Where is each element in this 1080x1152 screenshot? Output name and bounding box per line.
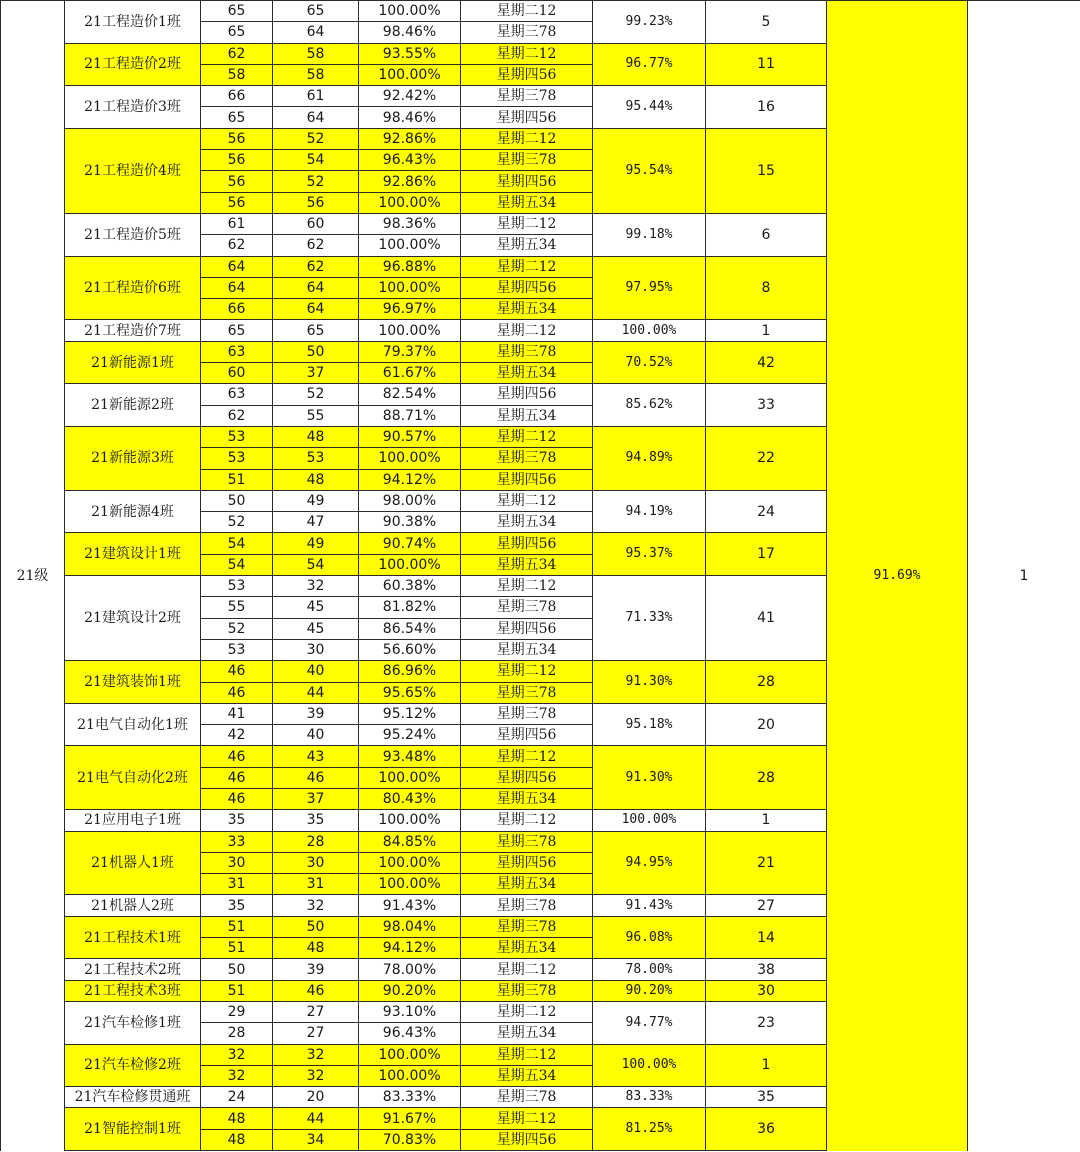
session-cell[interactable]: 星期四56: [461, 1129, 593, 1150]
enrolled-count-cell[interactable]: 53: [201, 576, 273, 597]
enrolled-count-cell[interactable]: 66: [201, 86, 273, 107]
class-name-cell[interactable]: 21工程造价5班: [65, 213, 201, 256]
session-cell[interactable]: 星期二12: [461, 1108, 593, 1129]
session-cell[interactable]: 星期二12: [461, 320, 593, 341]
class-name-cell[interactable]: 21工程造价6班: [65, 256, 201, 320]
attended-count-cell[interactable]: 32: [273, 576, 359, 597]
attendance-rate-cell[interactable]: 90.57%: [359, 426, 461, 447]
class-name-cell[interactable]: 21工程技术1班: [65, 916, 201, 959]
class-rank-cell[interactable]: 1: [706, 1044, 827, 1087]
class-name-cell[interactable]: 21工程造价1班: [65, 1, 201, 44]
enrolled-count-cell[interactable]: 56: [201, 128, 273, 149]
attendance-rate-cell[interactable]: 92.42%: [359, 86, 461, 107]
enrolled-count-cell[interactable]: 32: [201, 1065, 273, 1086]
attended-count-cell[interactable]: 27: [273, 1023, 359, 1044]
class-rank-cell[interactable]: 28: [706, 661, 827, 704]
enrolled-count-cell[interactable]: 65: [201, 107, 273, 128]
attended-count-cell[interactable]: 64: [273, 299, 359, 320]
class-rank-cell[interactable]: 22: [706, 426, 827, 490]
attended-count-cell[interactable]: 32: [273, 1065, 359, 1086]
enrolled-count-cell[interactable]: 53: [201, 426, 273, 447]
attended-count-cell[interactable]: 64: [273, 22, 359, 43]
session-cell[interactable]: 星期二12: [461, 128, 593, 149]
enrolled-count-cell[interactable]: 55: [201, 597, 273, 618]
attendance-rate-cell[interactable]: 98.04%: [359, 916, 461, 937]
enrolled-count-cell[interactable]: 46: [201, 682, 273, 703]
class-rate-cell[interactable]: 95.44%: [593, 86, 706, 129]
session-cell[interactable]: 星期四56: [461, 767, 593, 788]
attendance-rate-cell[interactable]: 100.00%: [359, 810, 461, 831]
session-cell[interactable]: 星期四56: [461, 469, 593, 490]
attended-count-cell[interactable]: 31: [273, 874, 359, 895]
attendance-rate-cell[interactable]: 93.10%: [359, 1001, 461, 1022]
attended-count-cell[interactable]: 46: [273, 767, 359, 788]
class-rate-cell[interactable]: 100.00%: [593, 810, 706, 831]
attendance-rate-cell[interactable]: 91.43%: [359, 895, 461, 916]
class-rank-cell[interactable]: 16: [706, 86, 827, 129]
class-rate-cell[interactable]: 95.18%: [593, 703, 706, 746]
class-rank-cell[interactable]: 1: [706, 810, 827, 831]
class-rank-cell[interactable]: 15: [706, 128, 827, 213]
attended-count-cell[interactable]: 45: [273, 618, 359, 639]
attended-count-cell[interactable]: 50: [273, 341, 359, 362]
class-rank-cell[interactable]: 36: [706, 1108, 827, 1151]
class-name-cell[interactable]: 21工程造价4班: [65, 128, 201, 213]
class-rate-cell[interactable]: 100.00%: [593, 320, 706, 341]
class-rate-cell[interactable]: 71.33%: [593, 576, 706, 661]
class-rate-cell[interactable]: 94.77%: [593, 1001, 706, 1044]
class-rank-cell[interactable]: 35: [706, 1087, 827, 1108]
class-rank-cell[interactable]: 21: [706, 831, 827, 895]
enrolled-count-cell[interactable]: 56: [201, 171, 273, 192]
enrolled-count-cell[interactable]: 56: [201, 192, 273, 213]
enrolled-count-cell[interactable]: 42: [201, 725, 273, 746]
session-cell[interactable]: 星期四56: [461, 852, 593, 873]
class-name-cell[interactable]: 21汽车检修贯通班: [65, 1087, 201, 1108]
attendance-rate-cell[interactable]: 98.00%: [359, 490, 461, 511]
enrolled-count-cell[interactable]: 53: [201, 639, 273, 660]
class-rank-cell[interactable]: 28: [706, 746, 827, 810]
session-cell[interactable]: 星期三78: [461, 682, 593, 703]
enrolled-count-cell[interactable]: 52: [201, 618, 273, 639]
attendance-rate-cell[interactable]: 100.00%: [359, 320, 461, 341]
session-cell[interactable]: 星期三78: [461, 916, 593, 937]
attended-count-cell[interactable]: 32: [273, 895, 359, 916]
session-cell[interactable]: 星期四56: [461, 618, 593, 639]
class-rank-cell[interactable]: 41: [706, 576, 827, 661]
attendance-rate-cell[interactable]: 88.71%: [359, 405, 461, 426]
attended-count-cell[interactable]: 52: [273, 171, 359, 192]
attended-count-cell[interactable]: 45: [273, 597, 359, 618]
enrolled-count-cell[interactable]: 56: [201, 150, 273, 171]
enrolled-count-cell[interactable]: 52: [201, 512, 273, 533]
attended-count-cell[interactable]: 54: [273, 150, 359, 171]
session-cell[interactable]: 星期四56: [461, 533, 593, 554]
class-name-cell[interactable]: 21建筑设计2班: [65, 576, 201, 661]
attended-count-cell[interactable]: 48: [273, 938, 359, 959]
enrolled-count-cell[interactable]: 48: [201, 1129, 273, 1150]
attended-count-cell[interactable]: 55: [273, 405, 359, 426]
enrolled-count-cell[interactable]: 33: [201, 831, 273, 852]
attendance-rate-cell[interactable]: 56.60%: [359, 639, 461, 660]
attendance-rate-cell[interactable]: 94.12%: [359, 938, 461, 959]
class-name-cell[interactable]: 21汽车检修2班: [65, 1044, 201, 1087]
class-rank-cell[interactable]: 38: [706, 959, 827, 980]
attended-count-cell[interactable]: 48: [273, 469, 359, 490]
session-cell[interactable]: 星期五34: [461, 363, 593, 384]
class-name-cell[interactable]: 21新能源3班: [65, 426, 201, 490]
enrolled-count-cell[interactable]: 60: [201, 363, 273, 384]
class-name-cell[interactable]: 21电气自动化1班: [65, 703, 201, 746]
class-rate-cell[interactable]: 94.89%: [593, 426, 706, 490]
class-name-cell[interactable]: 21新能源1班: [65, 341, 201, 384]
class-name-cell[interactable]: 21工程造价2班: [65, 43, 201, 86]
session-cell[interactable]: 星期二12: [461, 1, 593, 22]
session-cell[interactable]: 星期二12: [461, 256, 593, 277]
attendance-rate-cell[interactable]: 96.43%: [359, 1023, 461, 1044]
attendance-rate-cell[interactable]: 100.00%: [359, 64, 461, 85]
attendance-rate-cell[interactable]: 86.54%: [359, 618, 461, 639]
enrolled-count-cell[interactable]: 30: [201, 852, 273, 873]
session-cell[interactable]: 星期三78: [461, 831, 593, 852]
class-name-cell[interactable]: 21工程造价3班: [65, 86, 201, 129]
class-name-cell[interactable]: 21智能控制1班: [65, 1108, 201, 1151]
session-cell[interactable]: 星期二12: [461, 661, 593, 682]
attended-count-cell[interactable]: 52: [273, 128, 359, 149]
session-cell[interactable]: 星期三78: [461, 703, 593, 724]
session-cell[interactable]: 星期四56: [461, 64, 593, 85]
session-cell[interactable]: 星期五34: [461, 299, 593, 320]
class-rate-cell[interactable]: 99.23%: [593, 1, 706, 44]
enrolled-count-cell[interactable]: 32: [201, 1044, 273, 1065]
attendance-rate-cell[interactable]: 90.38%: [359, 512, 461, 533]
enrolled-count-cell[interactable]: 50: [201, 959, 273, 980]
class-rank-cell[interactable]: 33: [706, 384, 827, 427]
class-name-cell[interactable]: 21电气自动化2班: [65, 746, 201, 810]
attended-count-cell[interactable]: 37: [273, 363, 359, 384]
attendance-rate-cell[interactable]: 83.33%: [359, 1087, 461, 1108]
session-cell[interactable]: 星期二12: [461, 746, 593, 767]
enrolled-count-cell[interactable]: 51: [201, 469, 273, 490]
class-rank-cell[interactable]: 5: [706, 1, 827, 44]
class-rate-cell[interactable]: 97.95%: [593, 256, 706, 320]
attendance-rate-cell[interactable]: 84.85%: [359, 831, 461, 852]
attendance-rate-cell[interactable]: 100.00%: [359, 235, 461, 256]
attendance-rate-cell[interactable]: 100.00%: [359, 554, 461, 575]
session-cell[interactable]: 星期五34: [461, 1065, 593, 1086]
session-cell[interactable]: 星期四56: [461, 384, 593, 405]
attendance-rate-cell[interactable]: 92.86%: [359, 171, 461, 192]
class-rate-cell[interactable]: 90.20%: [593, 980, 706, 1001]
attendance-rate-cell[interactable]: 95.24%: [359, 725, 461, 746]
class-name-cell[interactable]: 21机器人2班: [65, 895, 201, 916]
grade-overall-rate-cell[interactable]: 91.69%: [827, 1, 968, 1151]
attended-count-cell[interactable]: 39: [273, 703, 359, 724]
attended-count-cell[interactable]: 49: [273, 533, 359, 554]
session-cell[interactable]: 星期三78: [461, 341, 593, 362]
attended-count-cell[interactable]: 30: [273, 852, 359, 873]
attendance-rate-cell[interactable]: 79.37%: [359, 341, 461, 362]
session-cell[interactable]: 星期二12: [461, 576, 593, 597]
attendance-rate-cell[interactable]: 93.48%: [359, 746, 461, 767]
session-cell[interactable]: 星期二12: [461, 959, 593, 980]
attended-count-cell[interactable]: 28: [273, 831, 359, 852]
attendance-rate-cell[interactable]: 90.20%: [359, 980, 461, 1001]
enrolled-count-cell[interactable]: 65: [201, 22, 273, 43]
enrolled-count-cell[interactable]: 58: [201, 64, 273, 85]
attendance-rate-cell[interactable]: 95.12%: [359, 703, 461, 724]
attended-count-cell[interactable]: 56: [273, 192, 359, 213]
enrolled-count-cell[interactable]: 53: [201, 448, 273, 469]
session-cell[interactable]: 星期三78: [461, 22, 593, 43]
class-rate-cell[interactable]: 91.43%: [593, 895, 706, 916]
enrolled-count-cell[interactable]: 63: [201, 384, 273, 405]
enrolled-count-cell[interactable]: 62: [201, 43, 273, 64]
enrolled-count-cell[interactable]: 54: [201, 554, 273, 575]
class-rate-cell[interactable]: 94.19%: [593, 490, 706, 533]
enrolled-count-cell[interactable]: 51: [201, 916, 273, 937]
enrolled-count-cell[interactable]: 24: [201, 1087, 273, 1108]
attendance-rate-cell[interactable]: 61.67%: [359, 363, 461, 384]
attended-count-cell[interactable]: 30: [273, 639, 359, 660]
grade-overall-rank-cell[interactable]: 1: [968, 1, 1080, 1151]
session-cell[interactable]: 星期五34: [461, 639, 593, 660]
class-rank-cell[interactable]: 6: [706, 213, 827, 256]
enrolled-count-cell[interactable]: 31: [201, 874, 273, 895]
class-rank-cell[interactable]: 20: [706, 703, 827, 746]
class-rate-cell[interactable]: 70.52%: [593, 341, 706, 384]
class-rank-cell[interactable]: 11: [706, 43, 827, 86]
enrolled-count-cell[interactable]: 48: [201, 1108, 273, 1129]
session-cell[interactable]: 星期四56: [461, 725, 593, 746]
session-cell[interactable]: 星期五34: [461, 554, 593, 575]
attendance-rate-cell[interactable]: 96.43%: [359, 150, 461, 171]
attended-count-cell[interactable]: 49: [273, 490, 359, 511]
class-name-cell[interactable]: 21工程技术3班: [65, 980, 201, 1001]
enrolled-count-cell[interactable]: 46: [201, 746, 273, 767]
attendance-rate-cell[interactable]: 90.74%: [359, 533, 461, 554]
attendance-table-body: [1, 1, 1080, 1151]
attendance-rate-cell[interactable]: 100.00%: [359, 277, 461, 298]
class-rate-cell[interactable]: 81.25%: [593, 1108, 706, 1151]
table-row: [1, 1, 1080, 22]
attendance-rate-cell[interactable]: 100.00%: [359, 1065, 461, 1086]
attendance-rate-cell[interactable]: 70.83%: [359, 1129, 461, 1150]
attended-count-cell[interactable]: 20: [273, 1087, 359, 1108]
enrolled-count-cell[interactable]: 35: [201, 810, 273, 831]
session-cell[interactable]: 星期五34: [461, 874, 593, 895]
session-cell[interactable]: 星期五34: [461, 788, 593, 809]
class-name-cell[interactable]: 21建筑装饰1班: [65, 661, 201, 704]
enrolled-count-cell[interactable]: 46: [201, 661, 273, 682]
session-cell[interactable]: 星期五34: [461, 405, 593, 426]
attendance-rate-cell[interactable]: 93.55%: [359, 43, 461, 64]
class-rank-cell[interactable]: 17: [706, 533, 827, 576]
attendance-rate-cell[interactable]: 81.82%: [359, 597, 461, 618]
attendance-rate-cell[interactable]: 60.38%: [359, 576, 461, 597]
class-rate-cell[interactable]: 83.33%: [593, 1087, 706, 1108]
session-cell[interactable]: 星期三78: [461, 597, 593, 618]
attendance-rate-cell[interactable]: 86.96%: [359, 661, 461, 682]
enrolled-count-cell[interactable]: 35: [201, 895, 273, 916]
session-cell[interactable]: 星期五34: [461, 512, 593, 533]
class-name-cell[interactable]: 21工程技术2班: [65, 959, 201, 980]
enrolled-count-cell[interactable]: 28: [201, 1023, 273, 1044]
attendance-rate-cell[interactable]: 98.46%: [359, 22, 461, 43]
attended-count-cell[interactable]: 34: [273, 1129, 359, 1150]
class-rate-cell[interactable]: 96.08%: [593, 916, 706, 959]
class-rank-cell[interactable]: 1: [706, 320, 827, 341]
session-cell[interactable]: 星期三78: [461, 448, 593, 469]
enrolled-count-cell[interactable]: 65: [201, 320, 273, 341]
session-cell[interactable]: 星期五34: [461, 235, 593, 256]
attended-count-cell[interactable]: 64: [273, 107, 359, 128]
attended-count-cell[interactable]: 37: [273, 788, 359, 809]
class-name-cell[interactable]: 21新能源2班: [65, 384, 201, 427]
enrolled-count-cell[interactable]: 65: [201, 1, 273, 22]
class-rate-cell[interactable]: 94.95%: [593, 831, 706, 895]
class-rank-cell[interactable]: 23: [706, 1001, 827, 1044]
attended-count-cell[interactable]: 46: [273, 980, 359, 1001]
attended-count-cell[interactable]: 60: [273, 213, 359, 234]
attendance-rate-cell[interactable]: 100.00%: [359, 852, 461, 873]
attended-count-cell[interactable]: 52: [273, 384, 359, 405]
session-cell[interactable]: 星期三78: [461, 980, 593, 1001]
class-rate-cell[interactable]: 100.00%: [593, 1044, 706, 1087]
class-rate-cell[interactable]: 91.30%: [593, 661, 706, 704]
attended-count-cell[interactable]: 58: [273, 64, 359, 85]
session-cell[interactable]: 星期五34: [461, 938, 593, 959]
session-cell[interactable]: 星期二12: [461, 43, 593, 64]
enrolled-count-cell[interactable]: 64: [201, 256, 273, 277]
attendance-rate-cell[interactable]: 95.65%: [359, 682, 461, 703]
enrolled-count-cell[interactable]: 62: [201, 405, 273, 426]
class-rank-cell[interactable]: 8: [706, 256, 827, 320]
attendance-rate-cell[interactable]: 98.36%: [359, 213, 461, 234]
session-cell[interactable]: 星期三78: [461, 1087, 593, 1108]
enrolled-count-cell[interactable]: 66: [201, 299, 273, 320]
attended-count-cell[interactable]: 35: [273, 810, 359, 831]
session-cell[interactable]: 星期三78: [461, 86, 593, 107]
class-rank-cell[interactable]: 42: [706, 341, 827, 384]
session-cell[interactable]: 星期二12: [461, 810, 593, 831]
enrolled-count-cell[interactable]: 46: [201, 767, 273, 788]
class-rate-cell[interactable]: 95.54%: [593, 128, 706, 213]
class-rate-cell[interactable]: 96.77%: [593, 43, 706, 86]
enrolled-count-cell[interactable]: 62: [201, 235, 273, 256]
attendance-rate-cell[interactable]: 100.00%: [359, 448, 461, 469]
class-rate-cell[interactable]: 99.18%: [593, 213, 706, 256]
attended-count-cell[interactable]: 65: [273, 320, 359, 341]
attended-count-cell[interactable]: 61: [273, 86, 359, 107]
session-cell[interactable]: 星期二12: [461, 426, 593, 447]
enrolled-count-cell[interactable]: 46: [201, 788, 273, 809]
session-cell[interactable]: 星期二12: [461, 1001, 593, 1022]
class-rank-cell[interactable]: 30: [706, 980, 827, 1001]
attendance-rate-cell[interactable]: 92.86%: [359, 128, 461, 149]
attended-count-cell[interactable]: 48: [273, 426, 359, 447]
attended-count-cell[interactable]: 62: [273, 256, 359, 277]
session-cell[interactable]: 星期四56: [461, 277, 593, 298]
attended-count-cell[interactable]: 40: [273, 725, 359, 746]
attended-count-cell[interactable]: 53: [273, 448, 359, 469]
attendance-rate-cell[interactable]: 94.12%: [359, 469, 461, 490]
grade-cell[interactable]: 21级: [1, 1, 65, 1151]
attendance-rate-cell[interactable]: 96.97%: [359, 299, 461, 320]
class-rate-cell[interactable]: 78.00%: [593, 959, 706, 980]
attendance-rate-cell[interactable]: 78.00%: [359, 959, 461, 980]
attendance-rate-cell[interactable]: 91.67%: [359, 1108, 461, 1129]
attended-count-cell[interactable]: 47: [273, 512, 359, 533]
attendance-rate-cell[interactable]: 96.88%: [359, 256, 461, 277]
enrolled-count-cell[interactable]: 29: [201, 1001, 273, 1022]
session-cell[interactable]: 星期四56: [461, 107, 593, 128]
class-name-cell[interactable]: 21新能源4班: [65, 490, 201, 533]
class-name-cell[interactable]: 21机器人1班: [65, 831, 201, 895]
attended-count-cell[interactable]: 27: [273, 1001, 359, 1022]
class-name-cell[interactable]: 21应用电子1班: [65, 810, 201, 831]
class-rate-cell[interactable]: 91.30%: [593, 746, 706, 810]
session-cell[interactable]: 星期三78: [461, 150, 593, 171]
class-name-cell[interactable]: 21建筑设计1班: [65, 533, 201, 576]
attendance-rate-cell[interactable]: 80.43%: [359, 788, 461, 809]
attended-count-cell[interactable]: 62: [273, 235, 359, 256]
attended-count-cell[interactable]: 44: [273, 1108, 359, 1129]
enrolled-count-cell[interactable]: 63: [201, 341, 273, 362]
enrolled-count-cell[interactable]: 54: [201, 533, 273, 554]
class-rate-cell[interactable]: 85.62%: [593, 384, 706, 427]
class-rank-cell[interactable]: 27: [706, 895, 827, 916]
attended-count-cell[interactable]: 39: [273, 959, 359, 980]
attendance-rate-cell[interactable]: 82.54%: [359, 384, 461, 405]
enrolled-count-cell[interactable]: 64: [201, 277, 273, 298]
class-rank-cell[interactable]: 14: [706, 916, 827, 959]
attended-count-cell[interactable]: 43: [273, 746, 359, 767]
attendance-rate-cell[interactable]: 100.00%: [359, 1, 461, 22]
session-cell[interactable]: 星期五34: [461, 192, 593, 213]
class-rank-cell[interactable]: 24: [706, 490, 827, 533]
attended-count-cell[interactable]: 58: [273, 43, 359, 64]
session-cell[interactable]: 星期四56: [461, 171, 593, 192]
session-cell[interactable]: 星期三78: [461, 895, 593, 916]
attendance-rate-cell[interactable]: 100.00%: [359, 767, 461, 788]
enrolled-count-cell[interactable]: 51: [201, 980, 273, 1001]
attendance-rate-cell[interactable]: 100.00%: [359, 1044, 461, 1065]
attendance-rate-cell[interactable]: 98.46%: [359, 107, 461, 128]
class-rate-cell[interactable]: 95.37%: [593, 533, 706, 576]
attended-count-cell[interactable]: 65: [273, 1, 359, 22]
attended-count-cell[interactable]: 40: [273, 661, 359, 682]
attended-count-cell[interactable]: 54: [273, 554, 359, 575]
enrolled-count-cell[interactable]: 50: [201, 490, 273, 511]
attended-count-cell[interactable]: 32: [273, 1044, 359, 1065]
attendance-rate-cell[interactable]: 100.00%: [359, 874, 461, 895]
session-cell[interactable]: 星期二12: [461, 213, 593, 234]
attended-count-cell[interactable]: 64: [273, 277, 359, 298]
session-cell[interactable]: 星期二12: [461, 490, 593, 511]
enrolled-count-cell[interactable]: 41: [201, 703, 273, 724]
session-cell[interactable]: 星期二12: [461, 1044, 593, 1065]
class-name-cell[interactable]: 21工程造价7班: [65, 320, 201, 341]
class-name-cell[interactable]: 21汽车检修1班: [65, 1001, 201, 1044]
enrolled-count-cell[interactable]: 51: [201, 938, 273, 959]
attendance-rate-cell[interactable]: 100.00%: [359, 192, 461, 213]
attended-count-cell[interactable]: 44: [273, 682, 359, 703]
session-cell[interactable]: 星期五34: [461, 1023, 593, 1044]
enrolled-count-cell[interactable]: 61: [201, 213, 273, 234]
attended-count-cell[interactable]: 50: [273, 916, 359, 937]
